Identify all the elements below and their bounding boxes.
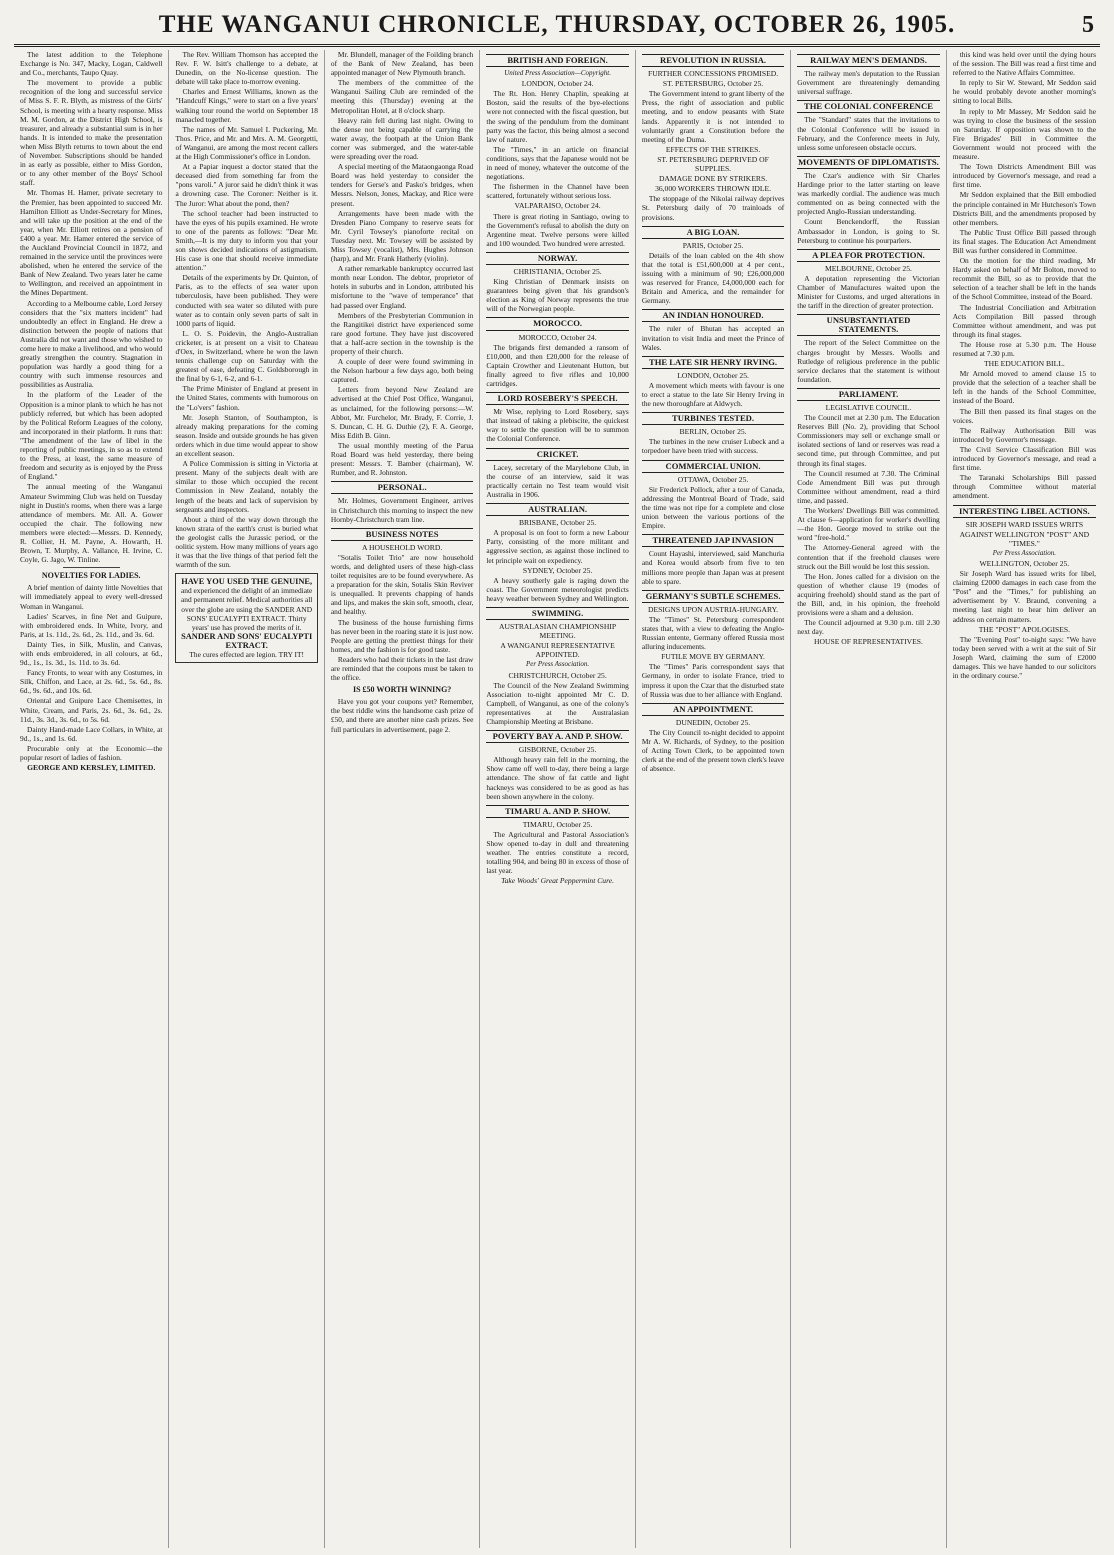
article-paragraph: Sir Frederick Pollock, after a tour of Canada, addressing the Montreal Board of Trade, said the time was not ripe for a complete and close union between the various portions of the Empire. xyxy=(641,484,785,531)
dateline: WELLINGTON, October 25. xyxy=(979,558,1070,568)
article-paragraph: The fishermen in the Channel have been scattered, fortunately without serious loss. xyxy=(486,182,629,201)
article-paragraph: The Industrial Conciliation and Arbitration Acts Compilation Bill passed through Committee without amendment, and was put through its final stages. xyxy=(952,302,1097,339)
subheading: THE "POST" APOLOGISES. xyxy=(978,624,1070,634)
advert-tagline: Take Woods' Great Peppermint Cure. xyxy=(501,876,615,886)
column-5 xyxy=(636,50,791,1548)
dateline: BRISBANE, October 25. xyxy=(518,518,597,528)
article-paragraph: The business of the house furnishing firms has never been in the roaring state it is just now. People are getting the prettiest things for their homes, and the fashion is for good taste. xyxy=(330,617,474,654)
article-paragraph: The Town Districts Amendment Bill was introduced by Governor's message, and read a first time. xyxy=(952,162,1097,190)
article-paragraph: Count Hayashi, interviewed, said Manchuria and Korea would absorb from five to ten millions more people than Japan was at present able to spare. xyxy=(641,549,785,586)
section-heading: BUSINESS NOTES xyxy=(331,528,473,541)
section-heading: THE LATE SIR HENRY IRVING. xyxy=(642,356,784,369)
article-paragraph: In reply to Mr Massey, Mr Seddon said he was trying to close the business of the session on Saturday. If opposition was shown to the Fire Brigades' Bill in Committee the Government would not proceed with the measure. xyxy=(952,106,1097,162)
article-paragraph: The Government intend to grant liberty of the Press, the right of association and public meeting, and to endow peasants with State lands. Apparently it is not intended to voluntarily grant a Constitution before the meeting of the Duma. xyxy=(641,89,785,144)
advert-brand: SANDER AND SONS' EUCALYPTI EXTRACT. xyxy=(181,631,313,650)
column-6 xyxy=(791,50,946,1548)
article-paragraph: The Agricultural and Pastoral Association's Show opened to-day in dull and threatening weather. The entries constitute a record, totalling 904, and being 80 in excess of those of last year. xyxy=(486,829,629,876)
section-heading: AN INDIAN HONOURED. xyxy=(642,309,784,322)
article-paragraph: About a third of the way down through the known strata of the earth's crust is buried what the geologist calls the Jurassic period, or the oolitic system. How many millions of years ago it was that the live things of that period felt the warmth of the sun. xyxy=(175,514,318,570)
article-paragraph: Readers who had their tickets in the last draw are reminded that the coupons must be taken to the office. xyxy=(330,654,474,683)
section-heading: REVOLUTION IN RUSSIA. xyxy=(642,54,784,67)
article-paragraph: The brigands first demanded a ransom of £10,000, and then £20,000 for the release of Captain Crowther and Lieutenant Hutton, but finally agreed to five rifles and 10,000 cartridges. xyxy=(486,342,629,388)
advert-signature: GEORGE AND KERSLEY, LIMITED. xyxy=(27,763,156,773)
article-paragraph: The Taranaki Scholarships Bill passed through Committee without material amendment. xyxy=(952,473,1097,501)
wire-credit: Per Press Association. xyxy=(992,548,1056,557)
subheading: HOUSE OF REPRESENTATIVES. xyxy=(814,637,923,647)
article-paragraph: A special meeting of the Mataongaonga Road Board was held yesterday to consider the tenders for Gerse's and Pasko's bridges, when Messrs. Nelson, Jones, Mackay, and Rice were present. xyxy=(330,162,474,208)
article-paragraph: The usual monthly meeting of the Parua Road Board was held yesterday, there being present: Messrs. T. Bamber (chairman), W. Rumber, and R. Johnston. xyxy=(330,440,474,478)
dateline: TIMARU, October 25. xyxy=(522,819,593,829)
section-heading: PERSONAL. xyxy=(331,481,473,494)
section-heading: INTERESTING LIBEL ACTIONS. xyxy=(953,505,1096,518)
article-paragraph: The latest addition to the Telephone Exchange is No. 347, Macky, Logan, Caldwell and Co., merchants, Taupo Quay. xyxy=(20,50,163,78)
subheading: AUSTRALASIAN CHAMPIONSHIP MEETING. xyxy=(499,622,617,641)
article-paragraph: The members of the committee of the Wanganui Sailing Club are reminded of the meeting this (Thursday) evening at the Metropolitan Hotel, at 8 o'clock sharp. xyxy=(330,78,474,115)
subheading: 36,000 WORKERS THROWN IDLE. xyxy=(655,184,772,194)
masthead xyxy=(14,6,1100,47)
article-paragraph: Although heavy rain fell in the morning, the Show came off well to-day, there being a large attendance. The show of fat cattle and light hackneys was considered to be as good as has been shown anywhere in the colony. xyxy=(486,755,629,801)
subheading: IS £50 WORTH WINNING? xyxy=(352,685,452,695)
article-paragraph: A deputation representing the Victorian Chamber of Manufactures waited upon the Minister for Customs, and urged alterations in the tariff in the direction of greater protection. xyxy=(797,273,940,311)
article-paragraph: Ladies' Scarves, in fine Net and Guipure, with embroidered ends. In White, Ivory, and Paris, at 1s. 11d., 2s. 6d., 2s. 11d., and 3s. 6d. xyxy=(20,611,163,639)
article-paragraph: Oriental and Guipure Lace Chemisettes, in White, Cream, and Paris, 2s. 6d., 3s. 6d., 2s. 11d., 3s. 3d., 3s. 6d., to 5s. 6d. xyxy=(20,696,163,724)
article-paragraph: The Rt. Hon. Henry Chaplin, speaking at Boston, said the results of the bye-elections were not connected with the fiscal question, but the swing of the pendulum from the dominant party was the factor, this being almost a second law of nature. xyxy=(486,89,629,144)
article-paragraph: The annual meeting of the Wanganui Amateur Swimming Club was held on Tuesday night in Dustin's rooms, when there was a large attendance of members. Mr. All. A. Gower occupied the chair. The following new members were elected:—Messrs. D. Kennedy, R. Collier, H. M. Payne, A. Howarth, H. Brown, T. Murphy, A. Vallance, H. Irvine, C. Coyle, G. Jago, W. Tinline. xyxy=(20,482,163,565)
article-paragraph: The ruler of Bhutan has accepted an invitation to visit India and meet the Prince of Wales. xyxy=(641,324,785,352)
section-heading: TIMARU A. AND P. SHOW. xyxy=(486,805,628,818)
article-paragraph: The Council adjourned at 9.30 p.m. till 2.30 next day. xyxy=(797,618,940,637)
subheading: DESIGNS UPON AUSTRIA-HUNGARY. xyxy=(648,604,779,614)
article-paragraph: The "Times" St. Petersburg correspondent states that, with a view to defeating the Anglo-Russian entente, Germany offered Russia most alluring inducements. xyxy=(641,614,785,652)
article-paragraph: The "Evening Post" to-night says: "We have today been served with a writ at the suit of Sir Joseph Ward, claiming the sum of £2000 damages. This we have handed to our solicitors in the ordinary course." xyxy=(952,634,1097,681)
section-heading: BRITISH AND FOREIGN. xyxy=(486,54,628,67)
article-paragraph: Mr. Joseph Stanton, of Southampton, is already making preparations for the coming season. Inside and outside grounds he has given orders which in due time would appear to show an excellent season. xyxy=(175,412,318,459)
article-paragraph: Heavy rain fell during last night. Owing to the dense not being capable of carrying the water away, the footpath at the Union Bank corner was submerged, and the water-table were spreading over the road. xyxy=(330,115,474,162)
section-heading: SWIMMING. xyxy=(486,607,628,620)
article-paragraph: Dainty Ties, in Silk, Muslin, and Canvas, with ends embroidered, in all colours, at 6d., 9d., 1s., 1s. 3d., 1s. 11d. to 3s. 6d. xyxy=(20,639,163,668)
section-heading: A BIG LOAN. xyxy=(642,226,784,239)
dateline: CHRISTIANIA, October 25. xyxy=(513,266,602,276)
article-paragraph: Charles and Ernest Williams, known as the "Handcuff Kings," were to start on a five years' walking tour round the world on September 18 manacled together. xyxy=(175,87,318,124)
column-7 xyxy=(947,50,1102,1548)
article-paragraph: The Bill then passed its final stages on the voices. xyxy=(952,406,1097,425)
section-heading: TURBINES TESTED. xyxy=(642,412,784,425)
article-paragraph: The Czar's audience with Sir Charles Hardinge prior to the latter starting on leave was markedly cordial. The audience was much commented on as being connected with the projected Anglo-Russian understanding. xyxy=(797,170,940,217)
article-paragraph: Mr Wise, replying to Lord Rosebery, says that instead of taking a plebiscite, the quickest way to settle the question will be to summon the Colonial Conference. xyxy=(486,407,629,444)
article-paragraph: Sir Joseph Ward has issued writs for libel, claiming £2000 damages in each case from the "Post" and the "Times," for publishing an advertisement by V. Braund, convening a meeting last night to hear him deliver an address on certain matters. xyxy=(952,569,1097,624)
subheading: A WANGANUI REPRESENTATIVE APPOINTED. xyxy=(500,641,615,660)
article-paragraph: The "Standard" states that the invitations to the Colonial Conference will be issued in February, and the Conference meets in July, unless some unforeseen obstacle occurs. xyxy=(797,115,940,152)
subheading: EFFECTS OF THE STRIKES. xyxy=(665,144,761,154)
section-heading: POVERTY BAY A. AND P. SHOW. xyxy=(486,730,628,743)
dateline: GISBORNE, October 25. xyxy=(518,745,597,755)
article-paragraph: There is great rioting in Santiago, owing to the Government's refusal to abolish the duty on Argentine meat. Twelve persons were killed and 100 wounded. Two hundred were arrested. xyxy=(486,211,629,248)
article-paragraph: The Council met at 2.30 p.m. The Education Reserves Bill (No. 2), providing that School Commissioners may sell or exchange small or isolated sections of land or reserves was read a second time, put through Committee, and put through its final stages. xyxy=(797,413,940,468)
article-paragraph: The Council resumed at 7.30. The Criminal Code Amendment Bill was put through Committee without amendment, read a third time, and passed. xyxy=(797,468,940,505)
article-paragraph: Lacey, secretary of the Marylebone Club, in the course of an interview, said it was practically certain no Test team would visit Australia in 1906. xyxy=(486,462,629,499)
newspaper-title: THE WANGANUI CHRONICLE, THURSDAY, OCTOBER 26, 1905. xyxy=(158,11,956,38)
article-paragraph: Count Benckendorff, the Russian Ambassador in London, is going to St. Petersburg to continue his pourparlers. xyxy=(797,217,940,245)
subheading: DAMAGE DONE BY STRIKERS. xyxy=(658,174,768,184)
article-paragraph: A Police Commission is sitting in Victoria at present. Many of the subjects dealt with are similar to those which occupied the recent Commission in New Zealand, notably the length of the beats and lack of supervision by sergeants and inspectors. xyxy=(175,459,318,514)
columns xyxy=(14,50,1102,1548)
page-number: 5 xyxy=(1082,12,1094,38)
article-paragraph: Fancy Fronts, to wear with any Costumes, in Silk, Chiffon, and Lace, at 2s. 6d., 5s. 6d., 8s. 6d., 9s. 6d., and 10s. 6d. xyxy=(20,668,163,696)
section-heading: LORD ROSEBERY'S SPEECH. xyxy=(486,392,628,405)
article-paragraph: Details of the loan cabled on the 4th show that the total is £51,600,000 at 4 per cent., issuing with a minimum of 90; £26,000,000 was reserved for France, £4,000,000 each for Britain and America, and the remainder for Germany. xyxy=(641,250,785,306)
subheading: ST. PETERSBURG DEPRIVED OF SUPPLIES. xyxy=(657,154,769,174)
article-paragraph: King Christian of Denmark insists on guarantees being given that his grandson's election as King of Norway represents the true will of the Norwegian people. xyxy=(486,277,629,314)
dateline: MOROCCO, October 24. xyxy=(518,332,597,342)
subheading: FUTILE MOVE BY GERMANY. xyxy=(661,652,765,662)
section-heading: AUSTRALIAN. xyxy=(486,503,628,516)
article-paragraph: The movement to provide a public recognition of the long and successful service of Miss S. F. R. Blyth, as mistress of the Girls' School, is meeting with a hearty response. Miss M. M. Gordon, at the District High School, is treasurer, and already a substantial sum is in her hands. It is intended to make the presentation when Miss Blyth returns to town about the end of November. Subscriptions should be handed in as early as possible, either to Miss Gordon, or to any other member of the Boys' School staff. xyxy=(20,78,163,188)
subheading: FURTHER CONCESSIONS PROMISED. xyxy=(647,69,779,79)
section-heading: MOVEMENTS OF DIPLOMATISTS. xyxy=(797,156,939,169)
article-paragraph: The Workers' Dwellings Bill was committed. At clause 6—application for worker's dwelling—the Hon. George moved to strike out the word "free-hold." xyxy=(797,506,940,543)
dateline: CHRISTCHURCH, October 25. xyxy=(508,670,607,680)
dateline: ST. PETERSBURG, October 25. xyxy=(662,79,764,89)
article-paragraph: According to a Melbourne cable, Lord Jersey considers that the "six matters incident" had undoubtedly an effect in England. He drew a distinction between the people of nations that Australia did not want and those who wished to come here to make a livelihood, and who would greatly strengthen the country. Stagnation in population was hardly a good thing for a country with such immense resources and possibilities as Australia. xyxy=(20,298,163,390)
dateline: LONDON, October 25. xyxy=(677,370,749,380)
article-paragraph: The Rev. William Thomson has accepted the Rev. F. W. Isitt's challenge to a debate, at Dunedin, on the No-license question. The debate will take place to-morrow evening. xyxy=(175,50,318,87)
advert-footer: The cures effected are legion. TRY IT! xyxy=(189,650,304,659)
article-paragraph: A proposal is on foot to form a new Labour Party, consisting of the more militant and aggressive section, as against those inclined to let principle wait on expediency. xyxy=(486,528,629,565)
column-1 xyxy=(14,50,169,1548)
article-paragraph: A brief mention of dainty little Novelties that will immediately appeal to every well-dressed Woman in Wanganui. xyxy=(20,583,163,611)
subheading: LEGISLATIVE COUNCIL. xyxy=(825,403,912,412)
section-heading: A PLEA FOR PROTECTION. xyxy=(797,249,939,262)
article-paragraph: The turbines in the new cruiser Lubeck and a torpedoer have been tried with success. xyxy=(641,437,785,456)
article-paragraph: Details of the experiments by Dr. Quinton, of Paris, as to the effects of sea water upon tuberculosis, have been published. They were conducted with sea water so diluted with pure water as to contain only seven parts of salt in 1000 parts of liquid. xyxy=(175,273,318,328)
article-paragraph: The school teacher had been instructed to have the eyes of his pupils examined. He wrote to one of the parents as follows: "Dear Mr. Smith,—It is my duty to inform you that your son shows decided indications of astigmatism. His case is one that should receive immediate attention." xyxy=(175,208,318,273)
section-heading: RAILWAY MEN'S DEMANDS. xyxy=(797,54,939,67)
wire-credit: United Press Association—Copyright. xyxy=(504,69,611,78)
article-paragraph: Have you got your coupons yet? Remember, the best riddle wins the handsome cash prize of £50, and there are another nine cash prizes. See full particulars in advertisement, page 2. xyxy=(330,697,474,734)
article-paragraph: The Railway Authorisation Bill was introduced by Governor's message. xyxy=(952,425,1097,444)
article-paragraph: L. O. S. Poidevin, the Anglo-Australian cricketer, is at present on a visit to Chateau d'Oex, in Switzerland, where he won the lawn tennis challenge cup on Saturday with the greatest of ease, defeating C. Goldsborough in the final by 6-1, 6-2, and 6-1. xyxy=(175,328,318,384)
article-paragraph: The House rose at 5.30 p.m. The House resumed at 7.30 p.m. xyxy=(952,339,1097,358)
section-heading: CRICKET. xyxy=(486,448,628,461)
divider xyxy=(63,567,120,568)
article-paragraph: A movement which meets with favour is one to erect a statue to the late Sir Henry Irving in the new thoroughfare at Aldwych. xyxy=(641,380,785,409)
section-heading: NORWAY. xyxy=(486,252,628,265)
subheading: THE EDUCATION BILL. xyxy=(983,359,1065,369)
column-4 xyxy=(480,50,635,1548)
article-paragraph: A rather remarkable bankruptcy occurred last month near London. The debtor, proprietor of hotels in suburbs and in London, attributed his misfortune to the "wave of temperance" that had passed over England. xyxy=(330,264,474,310)
section-heading: AN APPOINTMENT. xyxy=(642,703,784,716)
article-paragraph: The "Times," in an article on financial conditions, says that the Japanese would not be in need of money, whatever the outcome of the negotiations. xyxy=(486,144,629,182)
article-paragraph: The Hon. Jones called for a division on the question of whether clause 19 (modes of acquiring freehold) should stand as the part of the Bill, and, in his opinion, the freehold provisions were a sham and a delusion. xyxy=(797,571,940,618)
article-paragraph: In reply to Sir W. Steward, Mr Seddon said he would probably devote another morning's sitting to local Bills. xyxy=(952,78,1097,106)
column-3 xyxy=(325,50,480,1548)
dateline: DUNEDIN, October 25. xyxy=(675,717,751,727)
article-paragraph: Mr. Thomas H. Hamer, private secretary to the Premier, has been appointed to succeed Mr. Hamilton Elliott as Under-Secretary for Mines, and will take up the position at the end of the year, when Mr. Elliott retires on a pension of £400 a year. Mr. Hamer entered the service of the Auckland Provincial Council in 1872, and remained in the service until the provinces were abolished, when he entered the service of the Bank of New Zealand. Two years later he came to Wellington, and received an appointment in the Mines Department. xyxy=(20,188,163,298)
dateline: VALPARAISO, October 24. xyxy=(514,201,601,211)
article-paragraph: Procurable only at the Economic—the popular resort of ladies of fashion. xyxy=(20,743,163,763)
article-paragraph: The Civil Service Classification Bill was introduced by Governor's message, and read a first time. xyxy=(952,444,1097,473)
dateline: LONDON, October 24. xyxy=(521,79,594,89)
section-heading: MOROCCO. xyxy=(486,317,628,330)
article-paragraph: A heavy southerly gale is raging down the coast. The Government meteorologist predicts heavy weather between Sydney and Wellington. xyxy=(486,575,629,603)
article-paragraph: Dainty Hand-made Lace Collars, in White, at 9d., 1s., and 1s. 6d. xyxy=(20,724,163,743)
article-paragraph: Members of the Presbyterian Communion in the Rangitikei district have experienced some rare good fortune. They have just discovered that a half-acre section in the township is the property of their church. xyxy=(330,310,474,356)
article-paragraph: On the motion for the third reading, Mr Hardy asked on behalf of Mr Bolton, moved to recommit the Bill, so as to provide that the selection of a teacher shall be left in the hands of the School Committee, instead of the Board. xyxy=(952,256,1097,302)
section-heading: THREATENED JAP INVASION xyxy=(642,534,784,547)
subheading: A HOUSEHOLD WORD. xyxy=(362,542,443,552)
subheading: AGAINST WELLINGTON "POST" AND "TIMES." xyxy=(959,529,1090,548)
article-paragraph: The Prime Minister of England at present in the United States, comments with humorous on the "Lo'vers" fashion. xyxy=(175,384,318,412)
dateline: MELBOURNE, October 25. xyxy=(825,263,912,273)
dateline: OTTAWA, October 25. xyxy=(677,474,749,484)
dateline: BERLIN, October 25. xyxy=(679,427,747,437)
section-heading: COMMERCIAL UNION. xyxy=(642,460,784,473)
article-paragraph: Mr. Holmes, Government Engineer, arrives in Christchurch this morning to inspect the new Hornby-Christchurch tram line. xyxy=(330,496,474,524)
article-paragraph: Letters from beyond New Zealand are advertised at the Chief Post Office, Wanganui, as unclaimed, for the following persons:—W. Abbot, Mr. Furchelor, Mr. Brady, F. Corrie, J. S. Duncan, C. H. G. Duthie (2), F. A. George, Miss Edith B. Ginn. xyxy=(330,385,474,440)
article-paragraph: Mr Arnold moved to amend clause 15 to provide that the selection of a teacher shall be left in the hands of the School Committee, instead of the Board. xyxy=(952,369,1097,406)
article-paragraph: Arrangements have been made with the Dresden Piano Company to reserve seats for Mr. Cyril Towsey's pianoforte recital on Tuesday next. Mr. Towsey will be assisted by Miss Towsey (vocalist), Mrs. Hughes Johnson (harp), and Mr. Frank Hatherly (violin). xyxy=(330,208,474,264)
dateline: SYDNEY, October 25. xyxy=(522,565,593,575)
article-paragraph: The report of the Select Committee on the charges brought by Messrs. Woolls and Rutledge of religious preference in the public service declares that the statement is without foundation. xyxy=(797,338,940,384)
article-paragraph: The City Council to-night decided to appoint Mr A. W. Richards, of Sydney, to the position of Acting Town Clerk, to be appointed town clerk at the end of the present town clerk's leave of absence. xyxy=(641,727,785,774)
article-paragraph: At a Papiar inquest a doctor stated that the deceased died from something far from the "pons varoli." A juror said he didn't think it was a drowning case. The Coroner: Neither is it. The Juror: What about the pond, then? xyxy=(175,162,318,208)
article-paragraph: "Sotalis Toilet Trio" are now household words, and delighted users of these high-class toilet requisites are to be found everywhere. As a preparation for the skin, Sotalis Skin Reviver is unequalled. It prevents chapping of hands and lips, and makes the skin soft, smooth, clear, and healthy. xyxy=(330,552,474,617)
advert-body: and experienced the delight of an immediate and permanent relief. Medical authorities all over the globe are using the SANDER AND SONS' EUCALYPTI EXTRACT. Thirty years' use has proved the merits of it. xyxy=(181,586,313,632)
article-paragraph: The Council of the New Zealand Swimming Association to-night appointed Mr C. D. Campbell, of Wanganui, as one of the colony's representatives at the Australasian Championship Meeting at Brisbane. xyxy=(486,680,629,726)
eucalypti-advert xyxy=(175,573,317,663)
section-heading: NOVELTIES FOR LADIES. xyxy=(41,571,141,581)
article-paragraph: The Attorney-General agreed with the contention that if the freehold clauses were struck out the Bill would be lost this session. xyxy=(797,543,940,571)
section-heading: PARLIAMENT. xyxy=(797,388,939,401)
section-heading: UNSUBSTANTIATED STATEMENTS. xyxy=(797,314,939,336)
subheading: SIR JOSEPH WARD ISSUES WRITS xyxy=(965,519,1084,529)
wire-credit: Per Press Association. xyxy=(525,660,590,669)
article-paragraph: Mr Seddon explained that the Bill embodied the principle contained in Mr Hutcheson's Town Districts Bill, and the amendments proposed by other members. xyxy=(952,190,1097,227)
article-paragraph: The names of Mr. Samuel I. Puckering, Mr. Thos. Price, and Mr. and Mrs. A. M. Georgetti, of Wanganui, are among the most recent callers at the High Commissioner's office in London. xyxy=(175,124,318,162)
advert-heading: HAVE YOU USED THE GENUINE, xyxy=(181,577,313,587)
article-paragraph: A couple of deer were found swimming in the Nelson harbour a few days ago, both being captured. xyxy=(330,357,474,385)
section-heading: GERMANY'S SUBTLE SCHEMES. xyxy=(642,590,784,603)
article-paragraph: The Public Trust Office Bill passed through its final stages. The Education Act Amendment Bill was further considered in Committee. xyxy=(952,227,1097,255)
article-paragraph: The stoppage of the Nikolai railway deprives St. Petersburg daily of 70 trainloads of provisions. xyxy=(641,194,785,222)
article-paragraph: Mr. Blundell, manager of the Foilding branch of the Bank of New Zealand, has been appointed manager of New Plymouth branch. xyxy=(330,50,474,78)
dateline: PARIS, October 25. xyxy=(682,240,744,250)
article-paragraph: this kind was held over until the dying hours of the session. The Bill was read a first time and referred to the Native Affairs Committee. xyxy=(952,50,1097,78)
column-2 xyxy=(169,50,324,1548)
article-paragraph: In the platform of the Leader of the Opposition is a minor plank to which he has not publicly referred, but which has been adopted by the Political Reform Leagues of the colony, and incorporated in their platform. It runs that: "The amendment of the law of libel in the reporting of public meetings, in so as to extend to the Press, at least, the same measure of freedom and security as is enjoyed by the Press of England." xyxy=(20,390,163,482)
article-paragraph: The "Times" Paris correspondent says that Germany, in order to isolate France, tried to impress it upon the Czar that the disturbed state of Russia was due to her alliance with England. xyxy=(641,662,785,699)
article-paragraph: The railway men's deputation to the Russian Government are threateningly demanding universal suffrage. xyxy=(797,69,940,97)
section-heading: THE COLONIAL CONFERENCE xyxy=(797,100,939,113)
